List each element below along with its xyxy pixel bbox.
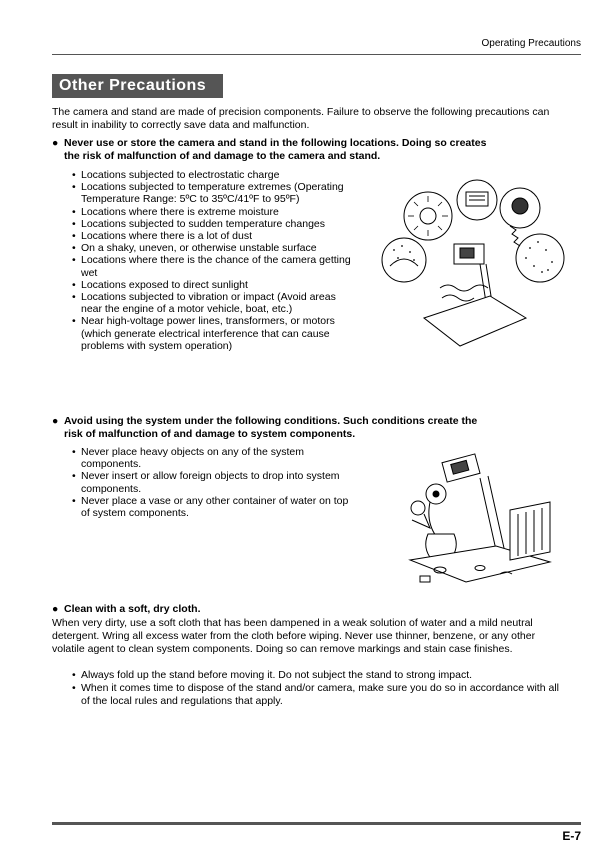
list-item: • Never place a vase or any other container of water on top of system components. [72,495,350,519]
bullet-heading-line2: the risk of malfunction of and damage to the camera and stand. [64,150,381,162]
bullet-heading-locations [52,137,562,163]
bullet-heading-line1: Avoid using the system under the following conditions. Such conditions create the [64,415,478,427]
list-item: • Locations where there is extreme moisture [72,206,354,218]
list-item: • Locations subjected to sudden temperature changes [72,218,354,230]
list-item: • Never insert or allow foreign objects to drop into system components. [72,470,350,494]
list-item: • Locations where there is the chance of the camera getting wet [72,254,354,278]
bullet-heading-cleaning [52,603,562,616]
list-item: • Locations subjected to electrostatic charge [72,169,354,181]
list-item: • Locations subjected to vibration or impact (Avoid areas near the engine of a motor vehicle, boat, etc.) [72,291,354,315]
bullet-dot-icon: ● [52,137,59,149]
bullet-dot-icon: ● [52,603,59,615]
bullet-heading-line2: risk of malfunction of and damage to system components. [64,428,356,440]
list-item: • Near high-voltage power lines, transformers, or motors (which generate electrical interference that can cause problems with system operation) [72,315,354,352]
intro-paragraph: The camera and stand are made of precision components. Failure to observe the following precautions can result in inability to correctly save data and malfunction. [52,106,550,131]
list-item: • Locations subjected to temperature extremes (Operating Temperature Range: 5ºC to 35ºC/41ºF to 95ºF) [72,181,354,205]
bullet-dot-icon: ● [52,415,59,427]
list-item: • Never place heavy objects on any of the system components. [72,446,350,470]
locations-list [72,169,354,352]
page-number: E-7 [562,829,581,843]
bullet-heading-line1: Never use or store the camera and stand in the following locations. Doing so creates [64,137,487,149]
vase-objects-illustration [400,450,565,590]
list-item: • Always fold up the stand before moving it. Do not subject the stand to strong impact. [72,669,564,682]
handling-list [72,669,564,708]
running-header: Operating Precautions [481,38,581,49]
list-item: • When it comes time to dispose of the stand and/or camera, make sure you do so in accordance with all of the local rules and regulations that apply. [72,682,564,708]
conditions-list [72,446,350,519]
cleaning-paragraph: When very dirty, use a soft cloth that has been dampened in a weak solution of water and a mild neutral detergent. Wring all excess water from the cloth before wiping. Never use thinner, benzene, or any other volatile agent to clean system components. Doing so can remove markings and stain case finishes. [52,617,536,655]
bullet-heading-conditions [52,415,562,441]
list-item: • Locations where there is a lot of dust [72,230,354,242]
moisture-bubble-icon [382,238,426,282]
hazard-locations-illustration [380,178,570,348]
list-item: • On a shaky, uneven, or otherwise unstable surface [72,242,354,254]
list-item: • Locations exposed to direct sunlight [72,279,354,291]
stand-base-icon [424,296,526,346]
section-title: Other Precautions [52,74,223,98]
bullet-heading-text: Clean with a soft, dry cloth. [64,603,201,615]
footer-rule [52,822,581,825]
dust-bubble-icon [516,234,564,282]
header-rule [52,54,581,55]
